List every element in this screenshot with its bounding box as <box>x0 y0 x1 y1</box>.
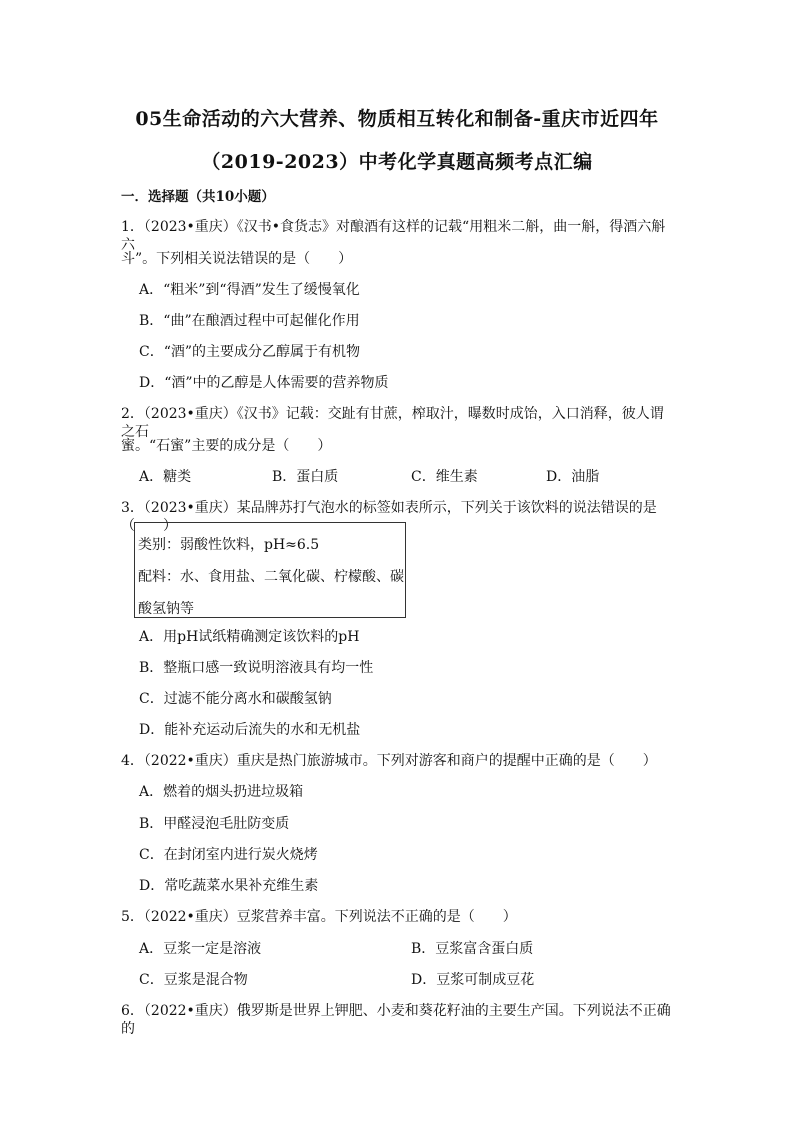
question-4-option-c: C．在封闭室内进行炭火烧烤 <box>139 847 318 863</box>
question-5-option-a: A．豆浆一定是溶液 <box>139 941 262 957</box>
question-5-option-c: C．豆浆是混合物 <box>139 972 248 988</box>
product-label-box <box>134 522 406 618</box>
question-4-option-d: D．常吃蔬菜水果补充维生素 <box>139 878 319 894</box>
question-1-line-2: 斗”。下列相关说法错误的是（ ） <box>121 251 353 267</box>
question-2-option-c: C．维生素 <box>411 469 478 485</box>
question-3-option-c: C．过滤不能分离水和碳酸氢钠 <box>139 691 332 707</box>
label-box-line-3: 酸氢钠等 <box>138 601 194 617</box>
section-heading: 一．选择题（共10小题） <box>121 189 275 205</box>
label-box-line-1: 类别：弱酸性饮料，pH≈6.5 <box>138 537 320 553</box>
question-1-option-a: A．“粗米”到“得酒”发生了缓慢氧化 <box>139 282 360 298</box>
question-3-option-b: B．整瓶口感一致说明溶液具有均一性 <box>139 660 374 676</box>
question-2-option-b: B．蛋白质 <box>272 469 339 485</box>
question-5-line-1: 5．（2022•重庆）豆浆营养丰富。下列说法不正确的是（ ） <box>121 909 517 925</box>
question-2-line-2: 蜜。“石蜜”主要的成分是（ ） <box>121 438 332 454</box>
question-5-option-b: B．豆浆富含蛋白质 <box>411 941 534 957</box>
question-3-option-d: D．能补充运动后流失的水和无机盐 <box>139 722 361 738</box>
document-title-line-1: 05生命活动的六大营养、物质相互转化和制备-重庆市近四年 <box>135 108 659 130</box>
question-2-line-1: 2．（2023•重庆）《汉书》记载：交趾有甘蔗，榨取汁，曝数时成饴，入口消释，彼人谓之石 <box>121 406 664 440</box>
question-1-line-1: 1．（2023•重庆）《汉书•食货志》对酿酒有这样的记载“用粗米二斛，曲一斛，得酒六斛六 <box>121 219 666 253</box>
question-1-option-c: C．“酒”的主要成分乙醇属于有机物 <box>139 344 361 360</box>
question-4-option-b: B．甲醛浸泡毛肚防变质 <box>139 816 290 832</box>
question-2-option-d: D．油脂 <box>546 469 600 485</box>
question-1-option-d: D．“酒”中的乙醇是人体需要的营养物质 <box>139 375 389 391</box>
question-6-line-1: 6．（2022•重庆）俄罗斯是世界上钾肥、小麦和葵花籽油的主要生产国。下列说法不正确的 <box>121 1003 671 1037</box>
question-5-option-d: D．豆浆可制成豆花 <box>411 972 535 988</box>
question-3-line-1: 3．（2023•重庆）某品牌苏打气泡水的标签如表所示，下列关于该饮料的说法错误的是（ ） <box>121 500 657 534</box>
question-1-option-b: B．“曲”在酿酒过程中可起催化作用 <box>139 313 360 329</box>
question-2-option-a: A．糖类 <box>139 469 192 485</box>
question-4-line-1: 4．（2022•重庆）重庆是热门旅游城市。下列对游客和商户的提醒中正确的是（ ） <box>121 753 657 769</box>
question-4-option-a: A．燃着的烟头扔进垃圾箱 <box>139 784 304 800</box>
label-box-line-2: 配料：水、食用盐、二氧化碳、柠檬酸、碳 <box>138 569 404 585</box>
question-3-option-a: A．用pH试纸精确测定该饮料的pH <box>139 629 360 645</box>
document-title-line-2: （2019-2023）中考化学真题高频考点汇编 <box>201 151 593 173</box>
